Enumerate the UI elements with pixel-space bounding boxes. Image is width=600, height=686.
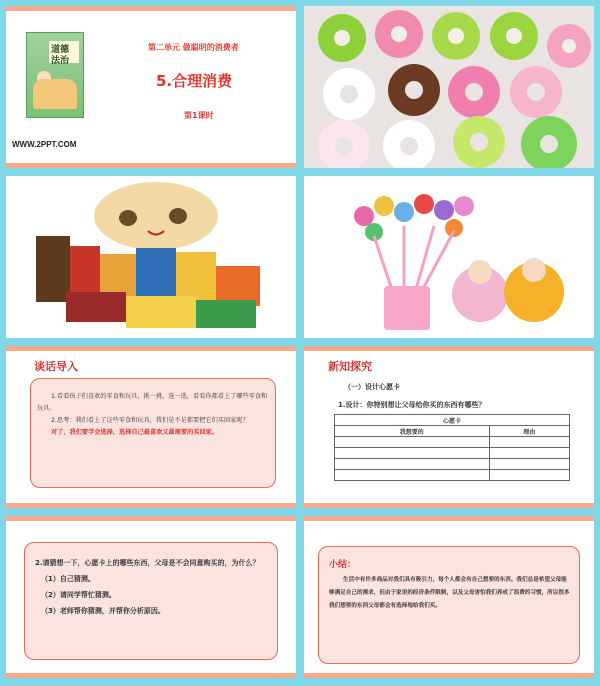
slide-snacks[interactable] — [6, 176, 296, 338]
table-cell — [489, 448, 569, 459]
top-bar — [304, 346, 594, 351]
summary-heading: 小结： — [329, 560, 357, 570]
bottom-bar — [304, 673, 594, 678]
table-cell — [489, 470, 569, 481]
summary-box — [318, 546, 580, 664]
lesson-title: 5.合理消费 — [156, 72, 233, 90]
slide-toys[interactable] — [304, 176, 594, 338]
unit-title: 第二单元 做聪明的消费者 — [148, 43, 239, 52]
slide-wish-card[interactable] — [304, 346, 594, 508]
wish-card-table — [334, 414, 570, 481]
slide-summary[interactable] — [304, 516, 594, 678]
col-header-want: 我想要的 — [335, 426, 490, 437]
cover-figure — [33, 79, 77, 109]
slide-intro[interactable] — [6, 346, 296, 508]
bottom-bar — [304, 503, 594, 508]
intro-box — [30, 378, 276, 488]
top-bar — [6, 6, 296, 11]
intro-p3: 对了，我们要学会选择，选择自己最喜欢又最需要的买回家。 — [51, 429, 219, 436]
guess-box — [24, 542, 278, 660]
intro-p2: 2.思考：我们看上了这些零食和玩具，我们是不是都要把它们买回家呢？ — [51, 417, 249, 424]
intro-p1: 1.看看孩子们喜欢的零食和玩具，挑一挑，选一选，看看你都看上了哪些零食和玩具。 — [37, 393, 268, 412]
textbook-cover-image — [26, 32, 84, 118]
summary-text: 生活中有许多商品对我们具有吸引力，每个人都会有自己想要的东西。我们总是希望父母能够满足自己的需求，但由于家里的经济条件限制，以及父母害怕我们养成了浪费的习惯，所以很多我们想要的东西父母都会有选择地给我们买。 — [329, 577, 570, 609]
slide-donuts[interactable] — [304, 6, 594, 168]
slide-title[interactable] — [6, 6, 296, 168]
snacks-photo — [6, 176, 296, 338]
slide-guess[interactable] — [6, 516, 296, 678]
bottom-bar — [6, 503, 296, 508]
slide-heading: 新知探究 — [328, 360, 372, 373]
table-cell — [489, 459, 569, 470]
table-title: 心愿卡 — [335, 415, 570, 426]
task-title: 1.设计：你特别想让父母给你买的东西有哪些？ — [338, 401, 486, 409]
table-cell — [335, 470, 490, 481]
top-bar — [6, 346, 296, 351]
book-title-2: 法治 — [51, 56, 70, 66]
guess-question: 2.请猜想一下，心愿卡上的哪些东西，父母是不会同意购买的，为什么？ — [35, 559, 260, 567]
col-header-reason: 理由 — [489, 426, 569, 437]
period-label: 第1课时 — [184, 111, 214, 120]
table-cell — [335, 459, 490, 470]
top-bar — [6, 516, 296, 521]
table-cell — [335, 448, 490, 459]
bottom-bar — [6, 673, 296, 678]
bottom-bar — [6, 163, 296, 168]
top-bar — [304, 516, 594, 521]
guess-answer-3: （3）老师帮你猜测，并帮你分析原因。 — [41, 607, 165, 615]
table-cell — [335, 437, 490, 448]
guess-answer-2: （2）请同学帮忙猜测。 — [41, 591, 116, 599]
guess-answer-1: （1）自己猜测。 — [41, 575, 95, 583]
toys-photo — [304, 176, 594, 338]
slide-heading: 谈话导入 — [34, 360, 78, 373]
section-title: （一）设计心愿卡 — [344, 383, 400, 391]
donuts-photo — [304, 6, 594, 168]
site-url: WWW.2PPT.COM — [12, 140, 77, 149]
table-cell — [489, 437, 569, 448]
book-title-1: 道德 — [51, 45, 70, 55]
